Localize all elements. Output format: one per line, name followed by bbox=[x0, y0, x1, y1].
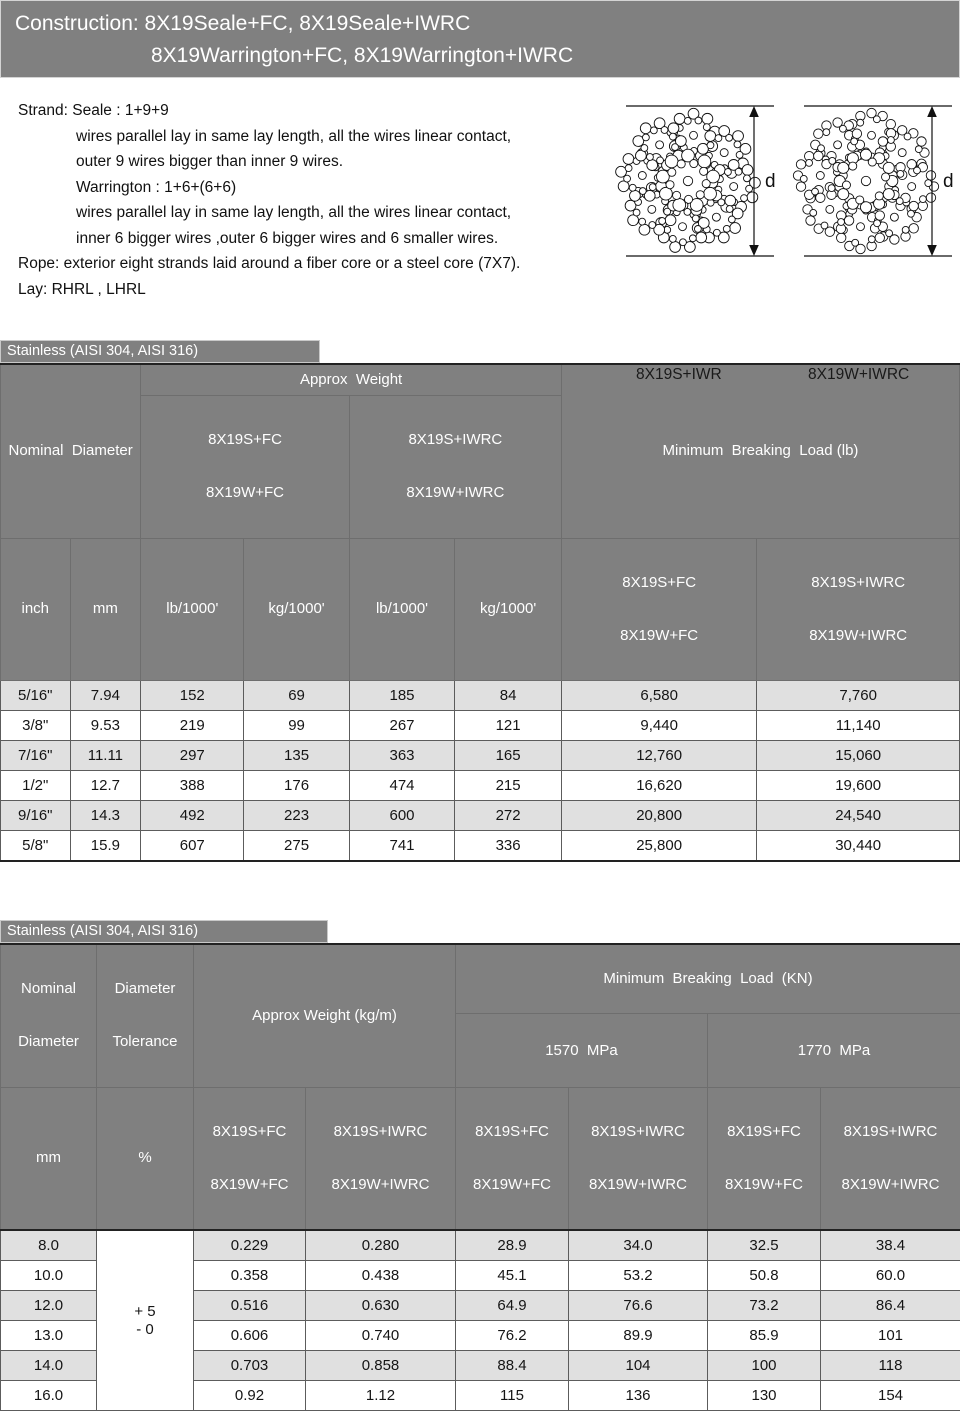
th-load-fc-group bbox=[561, 538, 756, 681]
tolerance-minus: - 0 bbox=[97, 1321, 193, 1339]
table2-cell: 0.858 bbox=[306, 1351, 456, 1381]
table-row bbox=[1, 831, 960, 862]
table2-cell: 0.280 bbox=[306, 1230, 456, 1261]
th2-unit-mm: mm bbox=[1, 1087, 97, 1230]
table2-cell: 73.2 bbox=[708, 1291, 821, 1321]
table1-cell: 99 bbox=[244, 711, 349, 741]
th2-diameter-tolerance-line2: Tolerance bbox=[97, 1033, 193, 1051]
th-unit-inch: inch bbox=[1, 538, 71, 681]
th2-weight-iwrc-line1: 8X19S+IWRC bbox=[306, 1123, 455, 1141]
table2-cell: 76.6 bbox=[569, 1291, 708, 1321]
table1-cell: 15,060 bbox=[757, 741, 960, 771]
construction-title-bar bbox=[0, 0, 960, 78]
th-min-breaking-load: Minimum Breaking Load (lb) bbox=[561, 364, 959, 538]
table2-cell: 60.0 bbox=[821, 1261, 960, 1291]
table1-cell: 7/16" bbox=[1, 741, 71, 771]
table1-material-banner: Stainless (AISI 304, AISI 316) bbox=[0, 340, 320, 363]
th2-min-breaking-load: Minimum Breaking Load (KN) bbox=[456, 944, 960, 1014]
description-line-1: Strand: Seale : 1+9+9 bbox=[18, 98, 598, 124]
th2-grade-1770: 1770 MPa bbox=[708, 1014, 960, 1087]
table1-cell: 223 bbox=[244, 801, 349, 831]
table2-cell: 38.4 bbox=[821, 1230, 960, 1261]
table1-cell: 600 bbox=[349, 801, 454, 831]
table2-header bbox=[1, 944, 960, 1230]
th-load-fc-line1: 8X19S+FC bbox=[562, 574, 756, 592]
table-row bbox=[1, 771, 960, 801]
rope-diagram-svg bbox=[596, 88, 960, 298]
th2-unit-percent: % bbox=[97, 1087, 194, 1230]
construction-description bbox=[18, 98, 598, 302]
th2-1770-fc-line2: 8X19W+FC bbox=[708, 1176, 820, 1194]
th2-1570-iwrc bbox=[569, 1087, 708, 1230]
th2-weight-iwrc bbox=[306, 1087, 456, 1230]
th-weight-iwrc-line2: 8X19W+IWRC bbox=[350, 484, 561, 502]
table1-cell: 25,800 bbox=[561, 831, 756, 862]
table-row bbox=[1, 741, 960, 771]
table2-cell: 88.4 bbox=[456, 1351, 569, 1381]
table1-cell: 474 bbox=[349, 771, 454, 801]
table1-cell: 152 bbox=[141, 681, 244, 711]
table2-cell: 76.2 bbox=[456, 1321, 569, 1351]
th2-1570-iwrc-line2: 8X19W+IWRC bbox=[569, 1176, 707, 1194]
th-unit-mm: mm bbox=[70, 538, 141, 681]
diameter-label-left: d bbox=[765, 171, 776, 192]
th-weight-iwrc-group bbox=[349, 396, 561, 539]
th2-approx-weight: Approx Weight (kg/m) bbox=[194, 944, 456, 1087]
th2-1770-fc bbox=[708, 1087, 821, 1230]
table1-body bbox=[1, 681, 960, 862]
table2-cell: 0.740 bbox=[306, 1321, 456, 1351]
diagram-captions bbox=[596, 366, 960, 390]
table1-cell: 9/16" bbox=[1, 801, 71, 831]
arrowhead-up-right bbox=[927, 106, 937, 117]
table1-cell: 176 bbox=[244, 771, 349, 801]
table1-cell: 5/8" bbox=[1, 831, 71, 862]
table1-cell: 121 bbox=[455, 711, 562, 741]
table2-cell: 86.4 bbox=[821, 1291, 960, 1321]
th2-nominal-diameter-line2: Diameter bbox=[1, 1033, 96, 1051]
arrowhead-down-left bbox=[749, 245, 759, 256]
table-row bbox=[1, 711, 960, 741]
th-unit-kg-fc: kg/1000' bbox=[244, 538, 349, 681]
table2-cell: 53.2 bbox=[569, 1261, 708, 1291]
tolerance-plus: + 5 bbox=[97, 1303, 193, 1321]
table2-cell: 104 bbox=[569, 1351, 708, 1381]
table2-cell: 32.5 bbox=[708, 1230, 821, 1261]
table1-header bbox=[1, 364, 960, 681]
table1-cell: 275 bbox=[244, 831, 349, 862]
th2-grade-1570: 1570 MPa bbox=[456, 1014, 708, 1087]
table2-cell: 0.229 bbox=[194, 1230, 306, 1261]
th2-1570-fc bbox=[456, 1087, 569, 1230]
diameter-tolerance-merged-cell bbox=[97, 1230, 194, 1411]
th-weight-iwrc-line1: 8X19S+IWRC bbox=[350, 431, 561, 449]
table1-cell: 19,600 bbox=[757, 771, 960, 801]
table1-cell: 16,620 bbox=[561, 771, 756, 801]
table1-cell: 215 bbox=[455, 771, 562, 801]
th-load-iwrc-line1: 8X19S+IWRC bbox=[757, 574, 959, 592]
table1-cell: 20,800 bbox=[561, 801, 756, 831]
rope-cross-section-diagrams bbox=[596, 88, 960, 298]
th2-1770-iwrc bbox=[821, 1087, 960, 1230]
th2-weight-fc bbox=[194, 1087, 306, 1230]
table2-cell: 1.12 bbox=[306, 1381, 456, 1411]
table2-cell: 8.0 bbox=[1, 1230, 97, 1261]
table2-cell: 13.0 bbox=[1, 1321, 97, 1351]
th-nominal-diameter: Nominal Diameter bbox=[1, 364, 141, 538]
th-weight-fc-line1: 8X19S+FC bbox=[141, 431, 349, 449]
table2-cell: 0.606 bbox=[194, 1321, 306, 1351]
table2-cell: 64.9 bbox=[456, 1291, 569, 1321]
table2-cell: 16.0 bbox=[1, 1381, 97, 1411]
th-weight-fc-group bbox=[141, 396, 350, 539]
th-unit-lb-fc: lb/1000' bbox=[141, 538, 244, 681]
table2-cell: 0.703 bbox=[194, 1351, 306, 1381]
table2-cell: 100 bbox=[708, 1351, 821, 1381]
th2-1570-iwrc-line1: 8X19S+IWRC bbox=[569, 1123, 707, 1141]
table1-cell: 12.7 bbox=[70, 771, 141, 801]
table1-cell: 11,140 bbox=[757, 711, 960, 741]
arrowhead-up-left bbox=[749, 106, 759, 117]
table1-cell: 11.11 bbox=[70, 741, 141, 771]
metric-spec-table bbox=[0, 943, 960, 1411]
description-line-2: wires parallel lay in same lay length, all the wires linear contact, bbox=[18, 124, 598, 150]
table2-cell: 130 bbox=[708, 1381, 821, 1411]
description-line-8: Lay: RHRL , LHRL bbox=[18, 277, 598, 303]
description-line-3: outer 9 wires bigger than inner 9 wires. bbox=[18, 149, 598, 175]
table1-cell: 607 bbox=[141, 831, 244, 862]
table2-cell: 89.9 bbox=[569, 1321, 708, 1351]
arrowhead-down-right bbox=[927, 245, 937, 256]
table1-cell: 14.3 bbox=[70, 801, 141, 831]
th-approx-weight: Approx Weight bbox=[141, 364, 562, 396]
th-load-iwrc-line2: 8X19W+IWRC bbox=[757, 627, 959, 645]
description-line-6: inner 6 bigger wires ,outer 6 bigger wires and 6 smaller wires. bbox=[18, 226, 598, 252]
table1-cell: 5/16" bbox=[1, 681, 71, 711]
th2-weight-iwrc-line2: 8X19W+IWRC bbox=[306, 1176, 455, 1194]
th2-1570-fc-line1: 8X19S+FC bbox=[456, 1123, 568, 1141]
th-load-iwrc-group bbox=[757, 538, 960, 681]
table2-cell: 85.9 bbox=[708, 1321, 821, 1351]
table2-cell: 101 bbox=[821, 1321, 960, 1351]
diagram-caption-left: 8X19S+IWR bbox=[636, 366, 722, 384]
table1-cell: 15.9 bbox=[70, 831, 141, 862]
th2-1570-fc-line2: 8X19W+FC bbox=[456, 1176, 568, 1194]
table2-cell: 0.516 bbox=[194, 1291, 306, 1321]
th2-diameter-tolerance bbox=[97, 944, 194, 1087]
table1-cell: 1/2" bbox=[1, 771, 71, 801]
table1-cell: 492 bbox=[141, 801, 244, 831]
diameter-label-right: d bbox=[943, 171, 954, 192]
table1-cell: 185 bbox=[349, 681, 454, 711]
table1-cell: 3/8" bbox=[1, 711, 71, 741]
table2-cell: 136 bbox=[569, 1381, 708, 1411]
table1-cell: 9,440 bbox=[561, 711, 756, 741]
table2-cell: 45.1 bbox=[456, 1261, 569, 1291]
table2-cell: 0.630 bbox=[306, 1291, 456, 1321]
table2-cell: 50.8 bbox=[708, 1261, 821, 1291]
table1-cell: 165 bbox=[455, 741, 562, 771]
table1-cell: 219 bbox=[141, 711, 244, 741]
table2-cell: 10.0 bbox=[1, 1261, 97, 1291]
table1-cell: 388 bbox=[141, 771, 244, 801]
table2-cell: 0.438 bbox=[306, 1261, 456, 1291]
table1-cell: 12,760 bbox=[561, 741, 756, 771]
table1-cell: 30,440 bbox=[757, 831, 960, 862]
table-row bbox=[1, 681, 960, 711]
th2-1770-iwrc-line2: 8X19W+IWRC bbox=[821, 1176, 960, 1194]
th2-1770-iwrc-line1: 8X19S+IWRC bbox=[821, 1123, 960, 1141]
table2-cell: 28.9 bbox=[456, 1230, 569, 1261]
th2-diameter-tolerance-line1: Diameter bbox=[97, 980, 193, 998]
table2-material-banner: Stainless (AISI 304, AISI 316) bbox=[0, 920, 328, 943]
table1-cell: 84 bbox=[455, 681, 562, 711]
table1-cell: 741 bbox=[349, 831, 454, 862]
table2-cell: 0.358 bbox=[194, 1261, 306, 1291]
imperial-spec-table bbox=[0, 363, 960, 862]
th-unit-lb-iwrc: lb/1000' bbox=[349, 538, 454, 681]
th-unit-kg-iwrc: kg/1000' bbox=[455, 538, 562, 681]
table1-cell: 267 bbox=[349, 711, 454, 741]
table-row bbox=[1, 801, 960, 831]
description-line-4: Warrington : 1+6+(6+6) bbox=[18, 175, 598, 201]
table-row bbox=[1, 1230, 960, 1261]
table1-cell: 363 bbox=[349, 741, 454, 771]
table1-cell: 135 bbox=[244, 741, 349, 771]
table2-cell: 115 bbox=[456, 1381, 569, 1411]
description-section bbox=[0, 78, 960, 340]
table1-cell: 272 bbox=[455, 801, 562, 831]
description-line-5: wires parallel lay in same lay length, all the wires linear contact, bbox=[18, 200, 598, 226]
construction-title-line-1: Construction: 8X19Seale+FC, 8X19Seale+IWRC bbox=[15, 13, 470, 34]
th2-nominal-diameter-line1: Nominal bbox=[1, 980, 96, 998]
table1-cell: 336 bbox=[455, 831, 562, 862]
th2-weight-fc-line2: 8X19W+FC bbox=[194, 1176, 305, 1194]
table1-cell: 6,580 bbox=[561, 681, 756, 711]
diagram-caption-right: 8X19W+IWRC bbox=[808, 366, 909, 384]
table1-cell: 7.94 bbox=[70, 681, 141, 711]
th2-1770-fc-line1: 8X19S+FC bbox=[708, 1123, 820, 1141]
table1-cell: 7,760 bbox=[757, 681, 960, 711]
table2-body bbox=[1, 1230, 960, 1411]
table1-cell: 297 bbox=[141, 741, 244, 771]
th-load-fc-line2: 8X19W+FC bbox=[562, 627, 756, 645]
table1-cell: 69 bbox=[244, 681, 349, 711]
description-line-7: Rope: exterior eight strands laid around a fiber core or a steel core (7X7). bbox=[18, 251, 598, 277]
table2-cell: 34.0 bbox=[569, 1230, 708, 1261]
table2-cell: 0.92 bbox=[194, 1381, 306, 1411]
construction-title-line-2: 8X19Warrington+FC, 8X19Warrington+IWRC bbox=[151, 45, 573, 66]
table-separator-gap bbox=[0, 862, 960, 920]
table2-cell: 14.0 bbox=[1, 1351, 97, 1381]
th-weight-fc-line2: 8X19W+FC bbox=[141, 484, 349, 502]
table1-cell: 9.53 bbox=[70, 711, 141, 741]
table2-cell: 154 bbox=[821, 1381, 960, 1411]
th2-nominal-diameter bbox=[1, 944, 97, 1087]
table2-cell: 12.0 bbox=[1, 1291, 97, 1321]
table1-cell: 24,540 bbox=[757, 801, 960, 831]
table2-cell: 118 bbox=[821, 1351, 960, 1381]
th2-weight-fc-line1: 8X19S+FC bbox=[194, 1123, 305, 1141]
